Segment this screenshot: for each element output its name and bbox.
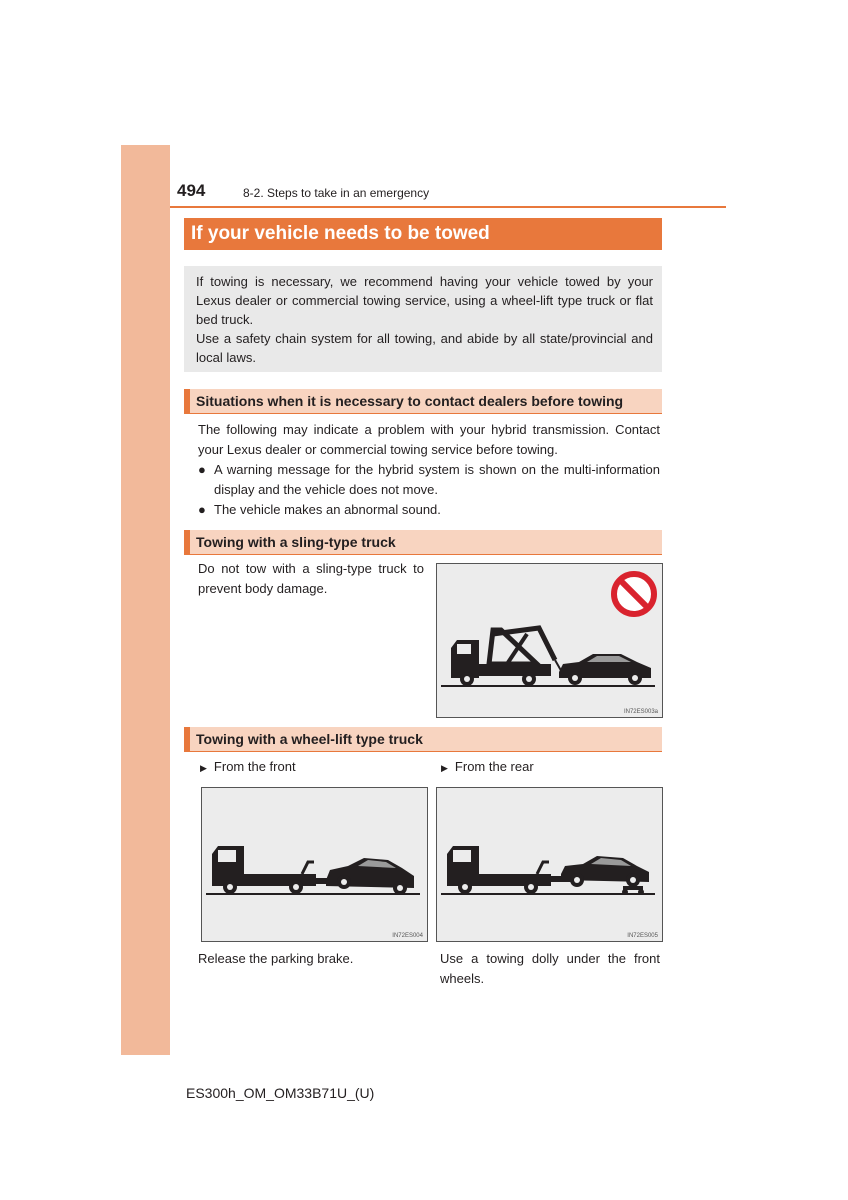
sling-text bbox=[198, 559, 424, 598]
header-divider bbox=[170, 206, 726, 208]
rear-label bbox=[441, 759, 534, 774]
intro-paragraph-1: If towing is necessary, we recommend having your vehicle towed by your Lexus dealer or commercial towing service, using a wheel-lift type truck or flat bed truck. bbox=[196, 274, 653, 327]
side-tab-bar bbox=[121, 145, 170, 1055]
page-number: 494 bbox=[177, 181, 206, 200]
bullet-icon: ● bbox=[198, 502, 206, 517]
front-label bbox=[200, 759, 296, 774]
intro-paragraph-2: Use a safety chain system for all towing, and abide by all state/provincial and local laws. bbox=[196, 331, 653, 365]
rear-label-text: From the rear bbox=[454, 759, 534, 774]
dealers-paragraph: The following may indicate a problem with your hybrid transmission. Contact your Lexus dealer or commercial towing service before towing. bbox=[198, 422, 660, 457]
triangle-right-icon: ▶ bbox=[200, 763, 207, 773]
bullet-text: A warning message for the hybrid system is shown on the multi-information display and the vehicle does not move. bbox=[214, 462, 660, 497]
front-tow-figure bbox=[201, 787, 428, 942]
front-tow-illustration bbox=[202, 788, 427, 941]
figure-code: IN72ES005 bbox=[627, 933, 658, 939]
figure-code: IN72ES004 bbox=[392, 933, 423, 939]
rear-caption-text: Use a towing dolly under the front wheels. bbox=[440, 951, 660, 986]
bullet-icon: ● bbox=[198, 462, 206, 477]
section-title: If your vehicle needs to be towed bbox=[184, 218, 662, 250]
rear-tow-illustration bbox=[437, 788, 662, 941]
sling-truck-figure bbox=[436, 563, 663, 718]
figure-code: IN72ES003a bbox=[623, 709, 658, 715]
front-label-text: From the front bbox=[213, 759, 296, 774]
list-item bbox=[198, 460, 660, 499]
dealers-text bbox=[198, 420, 660, 459]
front-caption bbox=[198, 949, 424, 969]
front-caption-text: Release the parking brake. bbox=[198, 951, 354, 966]
rear-tow-figure bbox=[436, 787, 663, 942]
triangle-right-icon: ▶ bbox=[441, 763, 448, 773]
wheel-lift-heading: Towing with a wheel-lift type truck bbox=[184, 727, 662, 752]
bullet-text: The vehicle makes an abnormal sound. bbox=[214, 502, 441, 517]
sling-paragraph: Do not tow with a sling-type truck to prevent body damage. bbox=[198, 561, 424, 596]
sling-truck-illustration bbox=[437, 564, 662, 717]
chapter-title: 8-2. Steps to take in an emergency bbox=[243, 186, 430, 200]
list-item bbox=[198, 500, 660, 520]
dealers-heading: Situations when it is necessary to contact dealers before towing bbox=[184, 389, 662, 414]
intro-box bbox=[184, 266, 662, 372]
rear-caption bbox=[440, 949, 660, 988]
footer-code: ES300h_OM_OM33B71U_(U) bbox=[186, 1085, 375, 1101]
sling-heading: Towing with a sling-type truck bbox=[184, 530, 662, 555]
